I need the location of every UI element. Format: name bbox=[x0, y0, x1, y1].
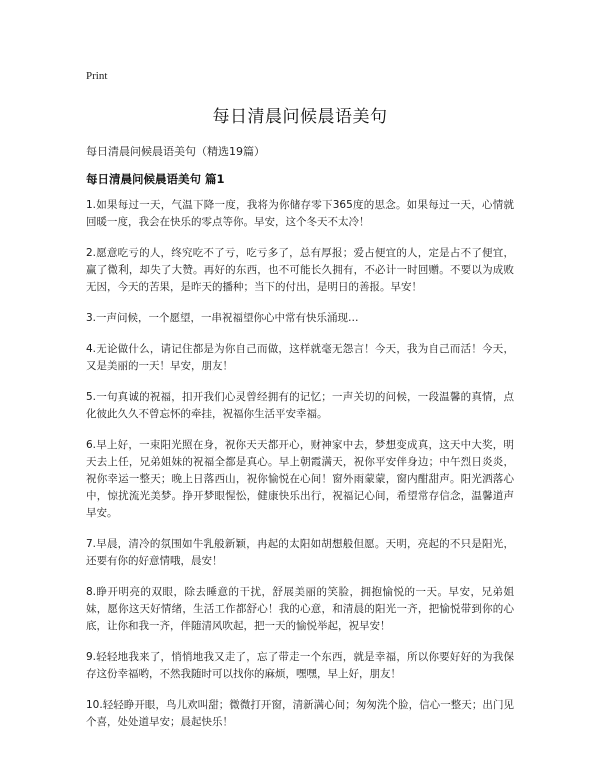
section-heading: 每日清晨问候晨语美句 篇1 bbox=[86, 172, 225, 186]
paragraph-2: 2.愿意吃亏的人，终究吃不了亏，吃亏多了，总有厚报；爱占便宜的人，定是占不了便宜，赢了微利，却失了大赞。再好的东西，也不可能长久拥有，不必计一时回赠。不要以为成败无因，今天的苦果，是昨天的播种；当下的付出，是明日的善报。早安！ bbox=[86, 247, 514, 293]
paragraph-3: 3.一声问候，一个愿望，一串祝福望你心中常有快乐涌现… bbox=[86, 312, 359, 324]
paragraph-10: 10.轻轻睁开眼，鸟儿欢叫甜；微微打开窗，清新满心间；匆匆洗个脸，信心一整天；出门见个喜，处处道早安；晨起快乐！ bbox=[86, 699, 514, 728]
document-subtitle: 每日清晨问候晨语美句（精选19篇） bbox=[86, 145, 265, 158]
paragraph-1: 1.如果每过一天，气温下降一度，我将为你储存零下365度的思念。如果每过一天，心情就回暖一度，我会在快乐的零点等你。早安，这个冬天不太冷！ bbox=[86, 199, 514, 228]
paragraph-4: 4.无论做什么，请记住都是为你自己而做，这样就毫无怨言！今天，我为自己而活！今天，又是美丽的一天！早安，朋友！ bbox=[86, 343, 514, 372]
document-title: 每日清晨问候晨语美句 bbox=[212, 107, 388, 127]
paragraph-6: 6.早上好，一束阳光照在身，祝你天天都开心，财神家中去，梦想变成真，这天中大奖，明天去上任，兄弟姐妹的祝福全都是真心。早上朝霞满天，祝你平安伴身边；中午烈日炎炎，祝你幸运一整天；晚上日落西山，祝你愉悦在心间！窗外雨蒙蒙，窗内酣甜声。阳光洒落心中，惊扰流光美梦。挣开梦眼惺忪，健康快乐出行，祝福记心间，希望常存信念，温馨道声早安。 bbox=[86, 439, 514, 519]
paragraph-5: 5.一句真诚的祝福，扣开我们心灵曾经拥有的记忆；一声关切的问候，一段温馨的真情，点化彼此久久不曾忘怀的牵挂，祝福你生活平安幸福。 bbox=[86, 391, 514, 420]
print-label[interactable]: Print bbox=[86, 70, 108, 82]
paragraph-8: 8.睁开明亮的双眼，除去睡意的干扰，舒展美丽的笑脸，拥抱愉悦的一天。早安，兄弟姐妹，愿你这天好情绪，生活工作都舒心！我的心意，和清晨的阳光一齐，把愉悦带到你的心底，让你和我一齐，伴随清风吹起，把一天的愉悦举起，祝早安！ bbox=[86, 586, 514, 632]
paragraph-7: 7.早晨，清冷的氛围如牛乳般新颖，冉起的太阳如胡想般但愿。天明，亮起的不只是阳光，还要有你的好意情哦，晨安！ bbox=[86, 538, 514, 567]
paragraph-9: 9.轻轻地我来了，悄悄地我又走了，忘了带走一个东西，就是幸福，所以你要好好的为我保存这份幸福哟，不然我随时可以找你的麻烦，嘿嘿，早上好，朋友！ bbox=[86, 651, 514, 680]
